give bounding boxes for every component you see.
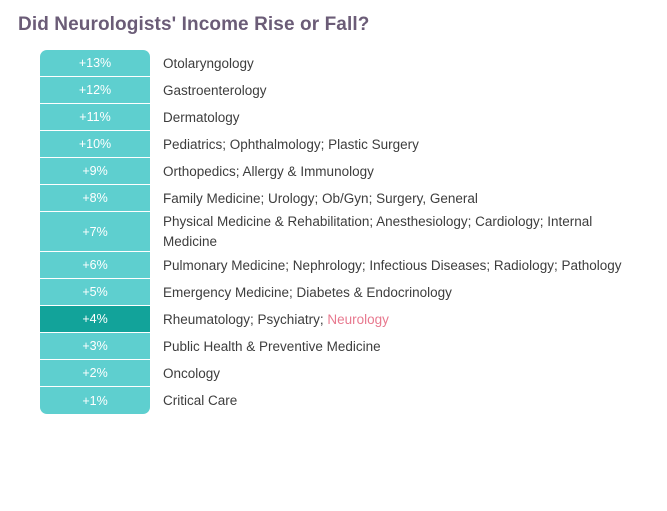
bar-label-9: [150, 306, 409, 333]
bar-value-12: +1%: [40, 387, 150, 414]
bar-label-4: [150, 158, 394, 185]
chart-row: [40, 306, 667, 333]
bar-label-12: [150, 387, 257, 414]
bar-label-text: Pediatrics; Ophthalmology; Plastic Surgery: [163, 136, 419, 152]
bar-value-4: +9%: [40, 158, 150, 185]
bar-label-5: [150, 185, 498, 212]
bar-value-10: +3%: [40, 333, 150, 360]
bar-value-0: +13%: [40, 50, 150, 77]
chart-row: [40, 387, 667, 414]
bar-label-text: Orthopedics; Allergy & Immunology: [163, 163, 374, 179]
bar-label-8: [150, 279, 472, 306]
bar-value-2: +11%: [40, 104, 150, 131]
chart-row: [40, 279, 667, 306]
bar-value-3: +10%: [40, 131, 150, 158]
chart-row: [40, 50, 667, 77]
chart-row: [40, 333, 667, 360]
income-change-bar-chart: [0, 50, 667, 414]
bar-label-text: Oncology: [163, 365, 221, 381]
bar-label-text: Family Medicine; Urology; Ob/Gyn; Surgery, General: [163, 190, 478, 206]
bar-label-6: [150, 212, 667, 252]
bar-label-text: Emergency Medicine; Diabetes & Endocrinology: [163, 284, 452, 300]
bar-label-text: Dermatology: [163, 109, 240, 125]
chart-row: [40, 185, 667, 212]
chart-row: [40, 77, 667, 104]
bar-label-text: Otolaryngology: [163, 55, 254, 71]
highlighted-specialty: Neurology: [327, 311, 389, 327]
bar-label-10: [150, 333, 401, 360]
bar-label-text: Public Health & Preventive Medicine: [163, 338, 381, 354]
bar-value-11: +2%: [40, 360, 150, 387]
bar-label-text: Pulmonary Medicine; Nephrology; Infectious Diseases; Radiology; Pathology: [163, 257, 622, 273]
bar-label-text: Gastroenterology: [163, 82, 267, 98]
chart-row: [40, 212, 667, 252]
bar-label-text: Rheumatology; Psychiatry;: [163, 311, 328, 327]
bar-label-1: [150, 77, 287, 104]
bar-label-text: Critical Care: [163, 392, 238, 408]
bar-value-8: +5%: [40, 279, 150, 306]
page-title: Did Neurologists' Income Rise or Fall?: [18, 14, 370, 35]
bar-label-text: Physical Medicine & Rehabilitation; Anesthesiology; Cardiology; Internal Medicine: [163, 214, 597, 249]
bar-value-6: +7%: [40, 212, 150, 252]
bar-label-7: [150, 252, 642, 279]
bar-value-5: +8%: [40, 185, 150, 212]
bar-value-7: +6%: [40, 252, 150, 279]
bar-label-2: [150, 104, 260, 131]
bar-label-3: [150, 131, 439, 158]
bar-value-9: +4%: [40, 306, 150, 333]
chart-row: [40, 360, 667, 387]
chart-row: [40, 131, 667, 158]
chart-row: [40, 104, 667, 131]
bar-label-11: [150, 360, 240, 387]
bar-label-0: [150, 50, 274, 77]
chart-row: [40, 158, 667, 185]
bar-value-1: +12%: [40, 77, 150, 104]
chart-row: [40, 252, 667, 279]
